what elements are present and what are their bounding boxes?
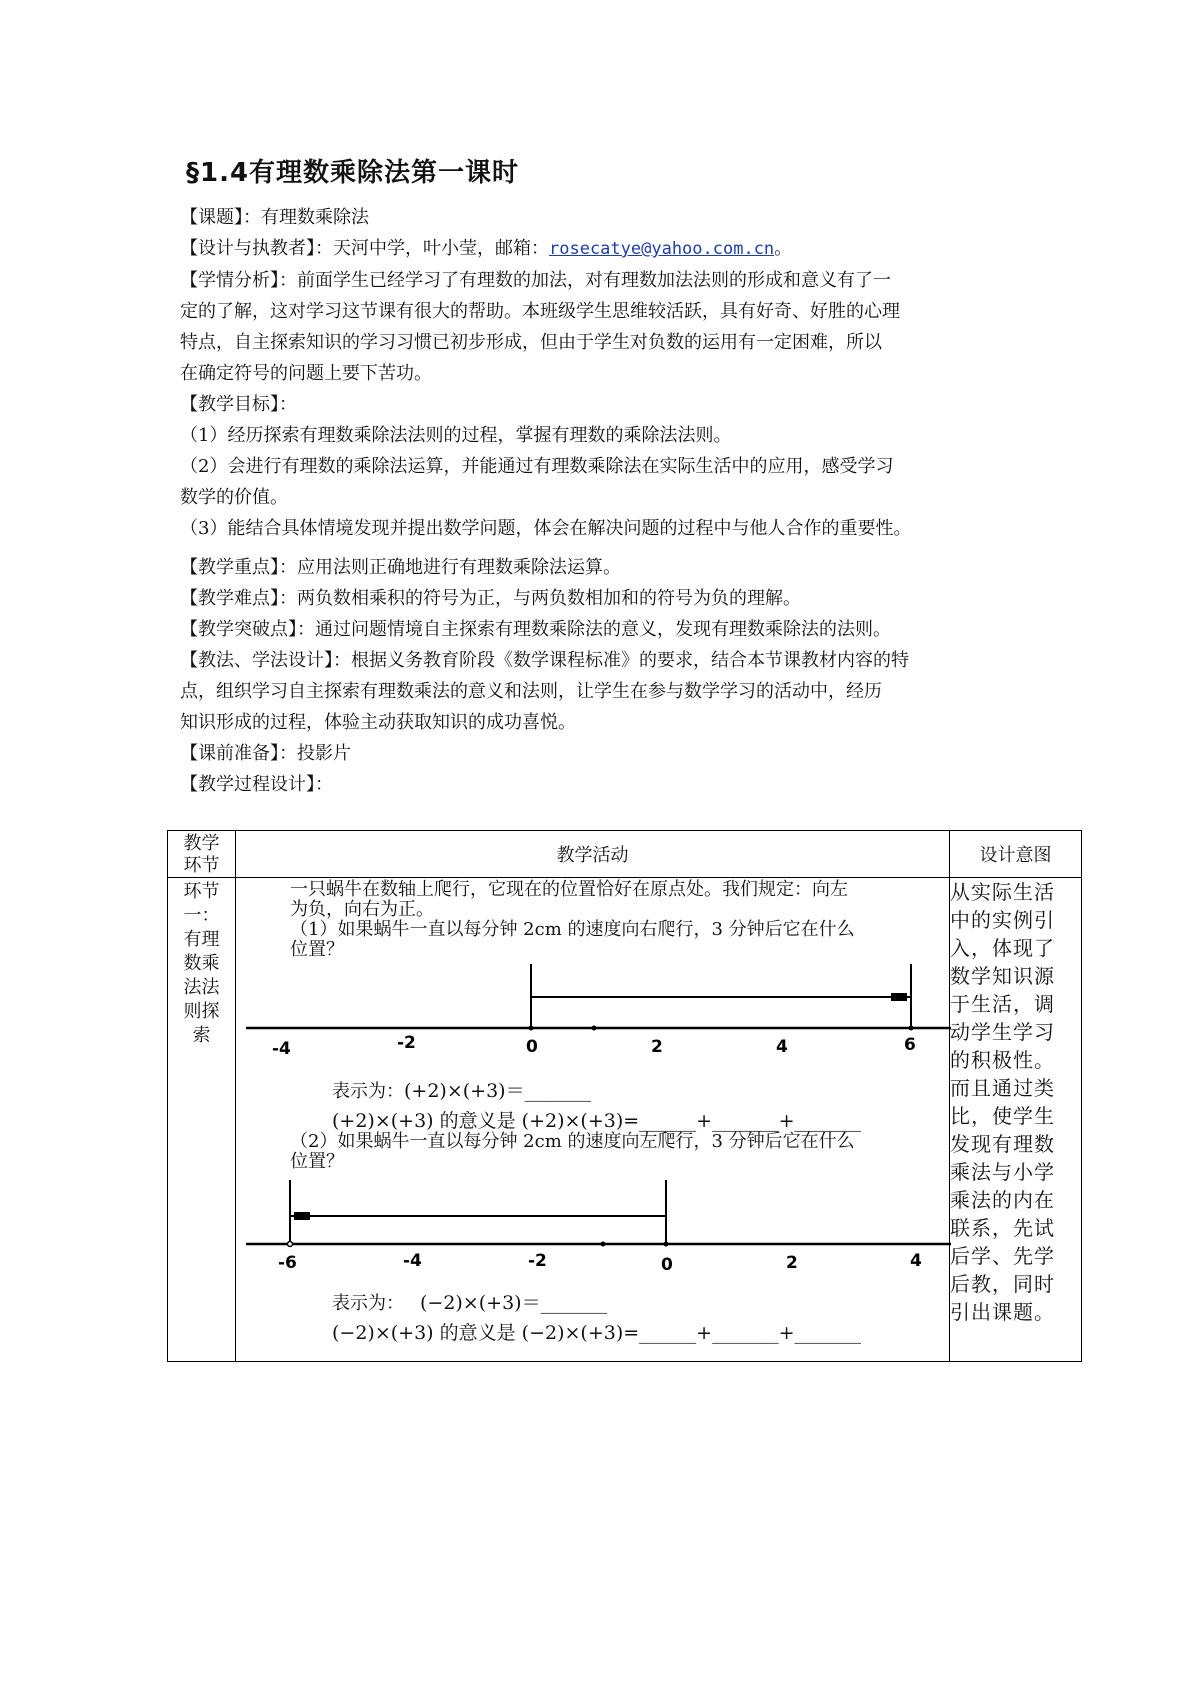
intent-line: 发现有理数 [950, 1132, 1055, 1156]
analysis-line-3: 特点，自主探索知识的学习习惯已初步形成，但由于学生对负数的运用有一定困难，所以 [180, 332, 882, 353]
topic-line: 【课题】：有理数乘除法 [180, 207, 369, 228]
question-2-line-1: （2）如果蜗牛一直以每分钟 2cm 的速度向左爬行，3 分钟后它在什么 [290, 1131, 855, 1152]
axis1-tick: -2 [397, 1033, 416, 1053]
intent-line: 乘法与小学 [950, 1160, 1055, 1184]
header-intent: 设计意图 [950, 831, 1082, 878]
goals-heading: 【教学目标】： [180, 394, 297, 415]
axis2-tick: -4 [403, 1251, 422, 1271]
email-link[interactable]: rosecatye@yahoo.com.cn [549, 239, 775, 259]
process-heading: 【教学过程设计】： [180, 774, 333, 795]
method-line-3: 知识形成的过程，体验主动获取知识的成功喜悦。 [180, 712, 576, 733]
expression-1-label: 表示为： [332, 1081, 404, 1102]
axis2-tick: -6 [278, 1253, 297, 1273]
axis1-tick: 2 [651, 1037, 663, 1057]
expression-2 [332, 1288, 607, 1315]
intent-line: 后教，同时 [950, 1272, 1055, 1296]
difficulty: 【教学难点】：两负数相乘积的符号为正，与两负数相加和的符号为负的理解。 [180, 588, 801, 609]
intent-line: 引出课题。 [950, 1300, 1055, 1324]
goal-2b: 数学的价值。 [180, 487, 288, 508]
analysis-line-4: 在确定符号的问题上要下苦功。 [180, 363, 432, 384]
header-activity: 教学活动 [236, 831, 950, 878]
method-line-1: 【教法、学法设计】：根据义务教育阶段《数学课程标准》的要求，结合本节课教材内容的特 [180, 650, 909, 671]
meaning-1: (+2)×(+3) 的意义是 (+2)×(+3)=______+_______+_______ [332, 1110, 862, 1132]
axis2-tick: 0 [661, 1255, 673, 1275]
intent-cell [950, 878, 1082, 1362]
lesson-info [180, 202, 1030, 800]
intent-line: 数学知识源 [950, 964, 1055, 988]
arrow-head-right [891, 993, 907, 1001]
axis1-tick: 6 [904, 1035, 916, 1055]
goal-3: （3）能结合具体情境发现并提出数学问题，体会在解决问题的过程中与他人合作的重要性。 [180, 518, 912, 539]
intent-line: 于生活，调 [950, 992, 1055, 1016]
question-2-line-2: 位置？ [290, 1151, 344, 1172]
lesson-plan-table [167, 830, 1082, 1362]
table-header-row [168, 831, 1082, 878]
axis1-tick: 4 [776, 1037, 788, 1057]
question-1-line-1: （1）如果蜗牛一直以每分钟 2cm 的速度向右爬行，3 分钟后它在什么 [290, 919, 855, 940]
intent-line: 后学、先学 [950, 1244, 1055, 1268]
stage-cell: 环节一：有理数乘法法则探索 [168, 878, 236, 1362]
designer-suffix: 。 [774, 238, 793, 259]
expression-2-label: 表示为： [332, 1293, 404, 1314]
expression-1 [332, 1076, 591, 1103]
activity-cell [236, 878, 950, 1362]
breakthrough: 【教学突破点】：通过问题情境自主探索有理数乘除法的意义，发现有理数乘除法的法则。 [180, 619, 891, 640]
goal-2a: （2）会进行有理数的乘除法运算，并能通过有理数乘除法在实际生活中的应用，感受学习 [180, 456, 894, 477]
axis1-tick: -4 [272, 1039, 291, 1059]
intent-line: 乘法的内在 [950, 1188, 1055, 1212]
number-line-2 [236, 1180, 951, 1290]
number-line-1 [236, 964, 951, 1074]
preparation: 【课前准备】：投影片 [180, 743, 351, 764]
intro-line-1: 一只蜗牛在数轴上爬行，它现在的位置恰好在原点处。我们规定：向左 [290, 879, 848, 900]
page-title: §1.4有理数乘除法第一课时 [186, 158, 520, 188]
axis2-tick: -2 [528, 1251, 547, 1271]
axis2-tick: 4 [910, 1251, 922, 1271]
intent-line: 联系，先试 [950, 1216, 1055, 1240]
axis1-tick: 0 [526, 1037, 538, 1057]
method-line-2: 点，组织学习自主探索有理数乘法的意义和法则，让学生在参与数学学习的活动中，经历 [180, 681, 882, 702]
intent-text [950, 878, 1081, 1326]
intent-line: 中的实例引 [950, 908, 1055, 932]
intent-line: 而且通过类 [950, 1076, 1055, 1100]
header-stage: 教学环节 [168, 831, 236, 878]
table-row [168, 878, 1082, 1362]
analysis-line-1: 【学情分析】：前面学生已经学习了有理数的加法，对有理数加法法则的形成和意义有了一 [180, 270, 891, 291]
goal-1: （1）经历探索有理数乘除法法则的过程，掌握有理数的乘除法法则。 [180, 425, 732, 446]
intent-line: 从实际生活 [950, 880, 1055, 904]
intent-line: 比，使学生 [950, 1104, 1055, 1128]
intent-line: 动学生学习 [950, 1020, 1055, 1044]
arrow-head-left [294, 1212, 310, 1220]
designer-line [180, 233, 1030, 265]
meaning-2: (−2)×(+3) 的意义是 (−2)×(+3)=______+_______+_______ [332, 1322, 862, 1344]
axis2-tick: 2 [786, 1253, 798, 1273]
designer-text: 【设计与执教者】：天河中学，叶小莹，邮箱： [180, 238, 549, 259]
analysis-line-2: 定的了解，这对学习这节课有很大的帮助。本班级学生思维较活跃，具有好奇、好胜的心理 [180, 301, 900, 322]
question-1-line-2: 位置？ [290, 939, 344, 960]
intent-line: 入，体现了 [950, 936, 1055, 960]
intent-line: 的积极性。 [950, 1048, 1055, 1072]
expression-1-value: (+2)×(+3)＝_______ [404, 1080, 592, 1102]
expression-2-value: (−2)×(+3)＝_______ [420, 1292, 608, 1314]
key-point: 【教学重点】：应用法则正确地进行有理数乘除法运算。 [180, 557, 621, 578]
intro-line-2: 为负，向右为正。 [290, 899, 434, 920]
